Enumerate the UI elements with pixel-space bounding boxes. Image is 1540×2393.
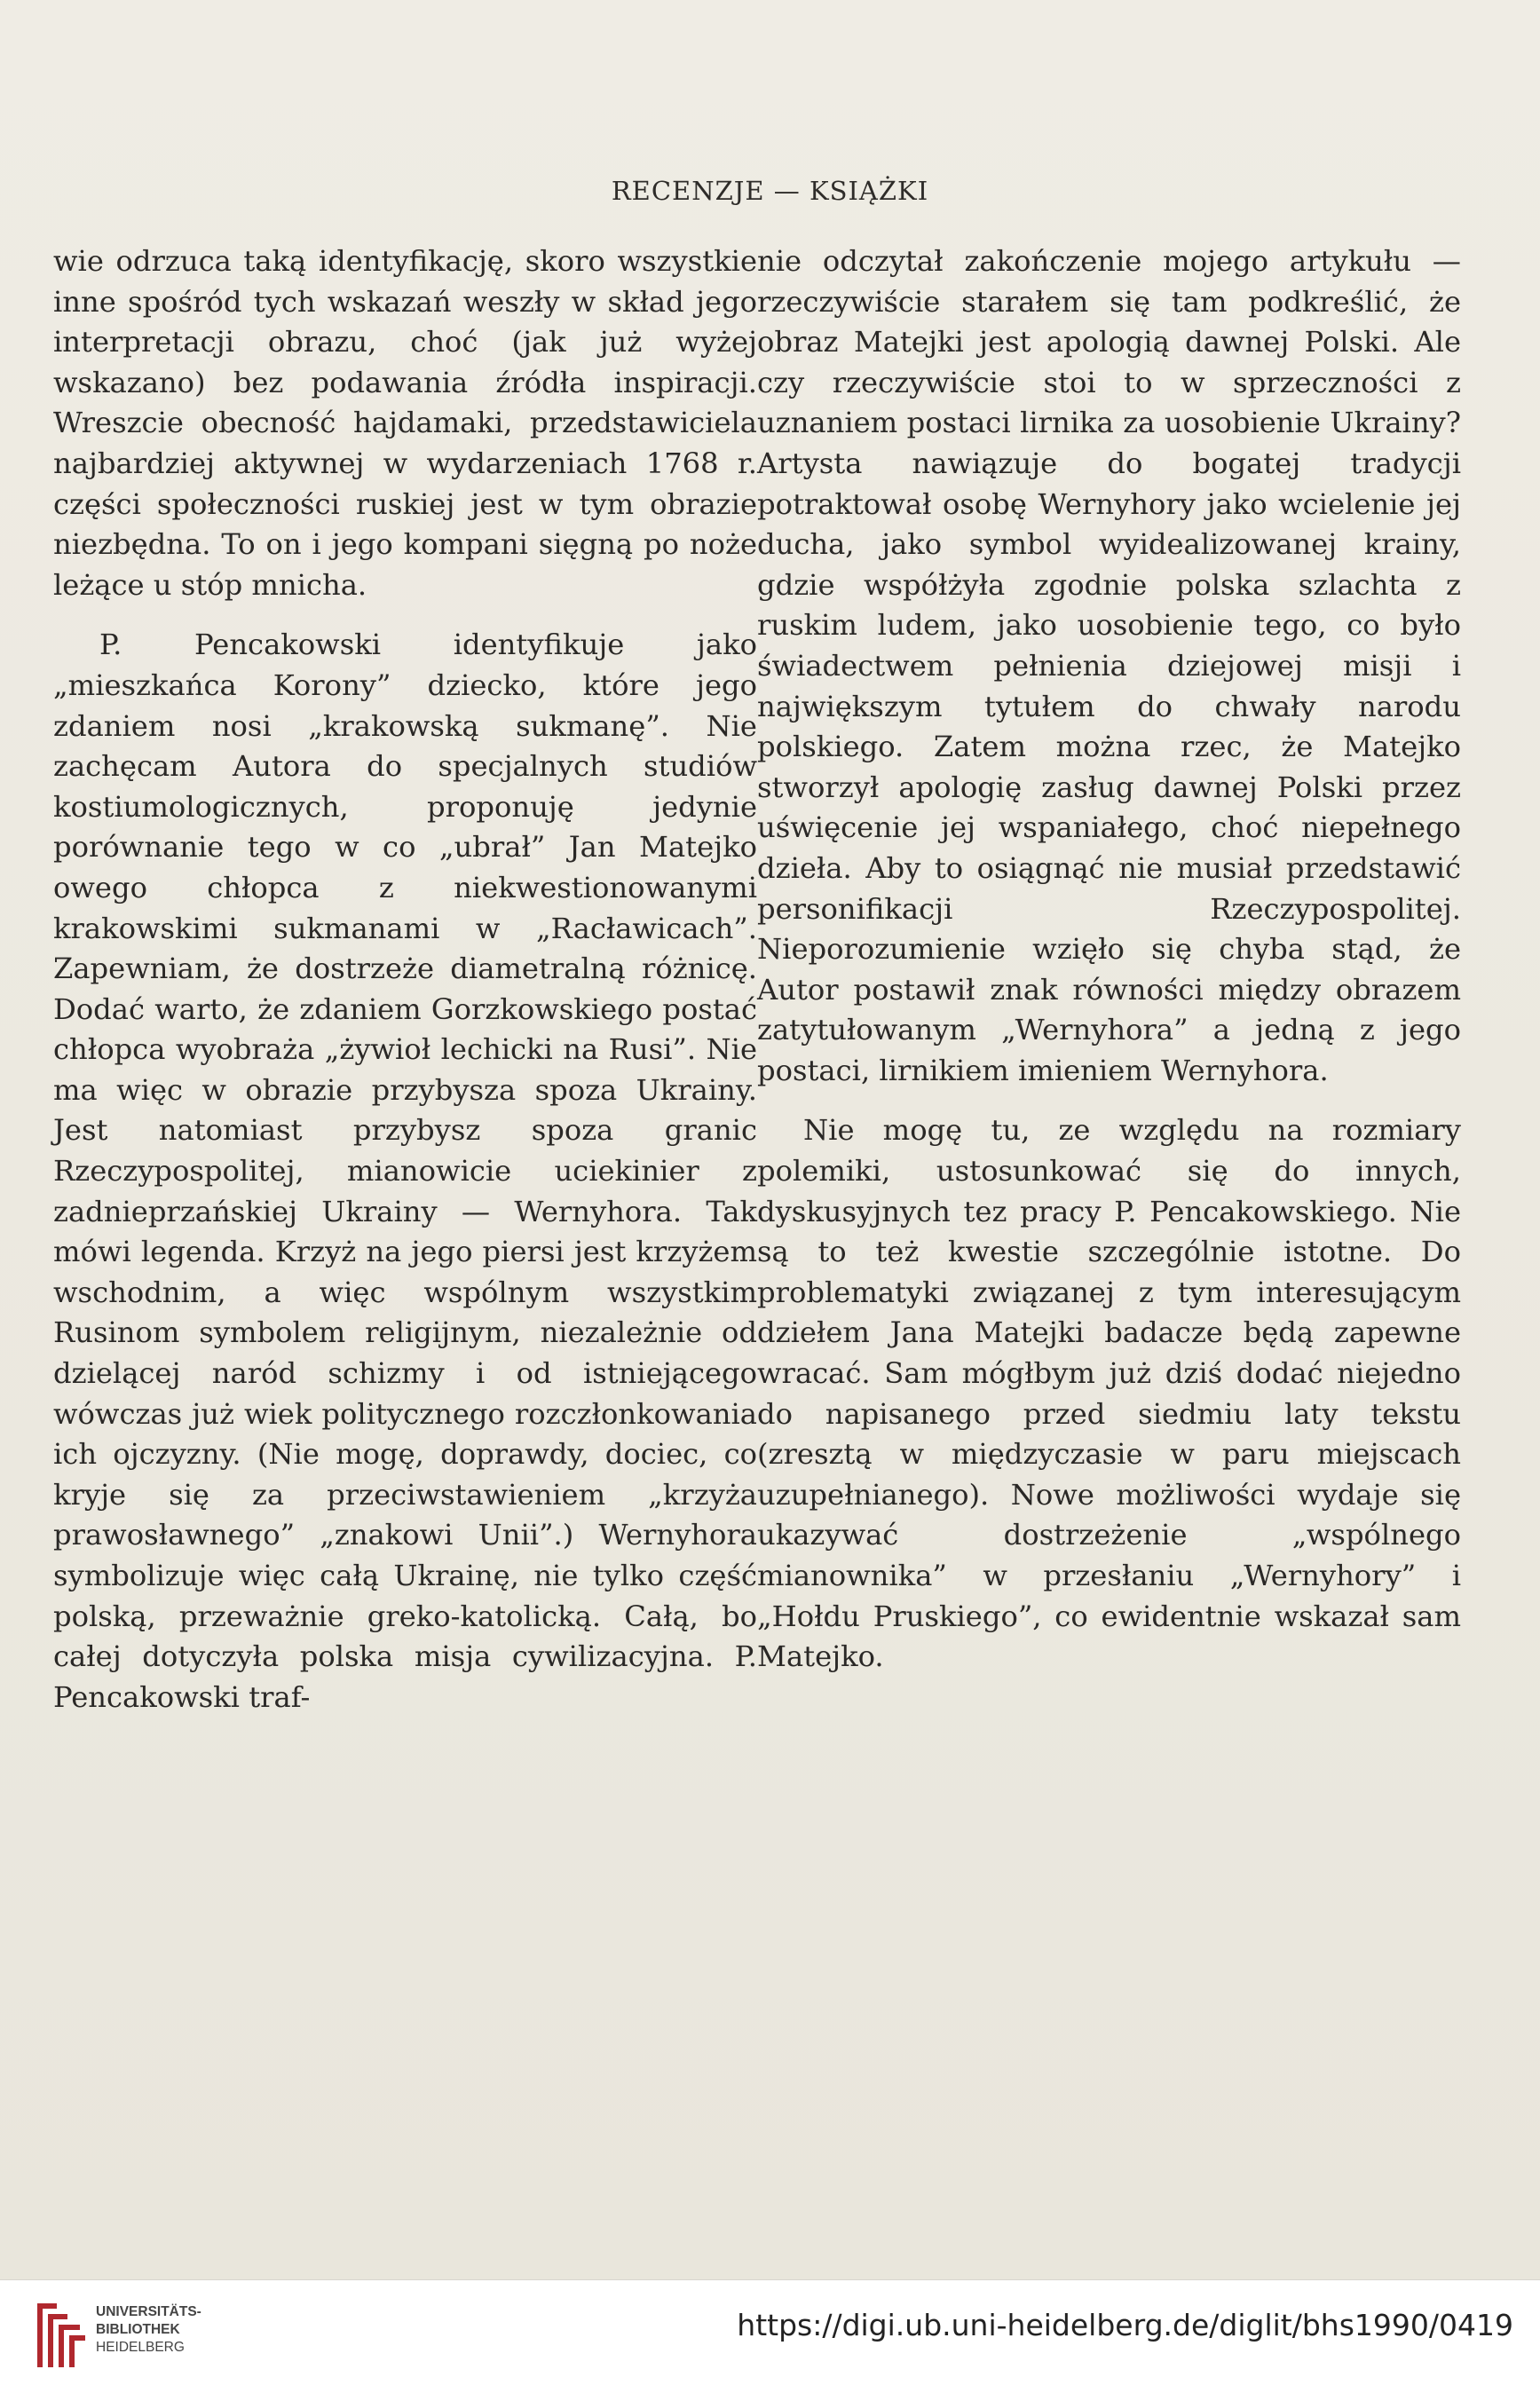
logo-line: UNIVERSITÄTS- xyxy=(96,2304,201,2319)
heidelberg-library-logo-icon[interactable] xyxy=(34,2296,89,2373)
library-logo-text[interactable] xyxy=(96,2303,201,2357)
paragraph: wie odrzuca taką identyfikację, skoro wszystkie inne spośród tych wskazań weszły w skład jego interpretacji obrazu, choć (jak już wyżej wskazano) bez podawania źródła inspiracji. Wreszcie obecność hajdamaki, przedstawiciela najbardziej aktywnej w wydarzeniach 1768 r. części społeczności ruskiej jest w tym obrazie niezbędna. To on i jego kompani sięgną po noże leżące u stóp mnicha. xyxy=(53,244,757,602)
source-url-link[interactable]: https://digi.ub.uni-heidelberg.de/diglit/bhs1990/0419 xyxy=(737,2308,1513,2342)
paragraph: Nie mogę tu, ze względu na rozmiary polemiki, ustosunkować się do innych, dyskusyjnych tez pracy P. Pencakowskiego. Nie są to też kwestie szczególnie istotne. Do problematyki związanej z tym interesującym dziełem Jana Matejki badacze będą zapewne wracać. Sam mógłbym już dziś dodać niejedno do napisanego przed siedmiu laty tekstu (zresztą w międzyczasie w paru miejscach uzupełnianego). Nowe możliwości wydaje się ukazywać dostrzeżenie „wspólnego mianownika” w przesłaniu „Wernyhory” i „Hołdu Pruskiego”, co ewidentnie wskazał sam Matejko. xyxy=(757,1113,1461,1674)
logo-line: HEIDELBERG xyxy=(96,2340,185,2355)
paragraph: nie odczytał zakończenie mojego artykułu — rzeczywiście starałem się tam podkreślić, że obraz Matejki jest apologią dawnej Polski. Ale czy rzeczywiście stoi to w sprzeczności z uznaniem postaci lirnika za uosobienie Ukrainy? Artysta nawiązuje do bogatej tradycji potraktował osobę Wernyhory jako wcielenie jej ducha, jako symbol wyidealizowanej krainy, gdzie współżyła zgodnie polska szlachta z ruskim ludem, jako uosobienie tego, co było świadectwem pełnienia dziejowej misji i największym tytułem do chwały narodu polskiego. Zatem można rzec, że Matejko stworzył apologię zasług dawnej Polski przez uświęcenie jej wspaniałego, choć niepełnego dzieła. Aby to osiągnąć nie musiał przedstawić personifikacji Rzeczypospolitej. Nieporozumienie wzięło się chyba stąd, że Autor postawił znak równości między obrazem zatytułowanym „Wernyhora” a jedną z jego postaci, lirnikiem imieniem Wernyhora. xyxy=(757,244,1461,1087)
running-title: RECENZJE — KSIĄŻKI xyxy=(611,176,929,206)
logo-line: BIBLIOTHEK xyxy=(96,2322,180,2337)
right-column xyxy=(757,241,1461,1678)
paragraph: P. Pencakowski identyfikuje jako „mieszkańca Korony” dziecko, które jego zdaniem nosi „krakowską sukmanę”. Nie zachęcam Autora do specjalnych studiów kostiumologicznych, proponuję jedynie porównanie tego w co „ubrał” Jan Matejko owego chłopca z niekwestionowanymi krakowskimi sukmanami w „Racławicach”. Zapewniam, że dostrzeże diametralną różnicę. Dodać warto, że zdaniem Gorzkowskiego postać chłopca wyobraża „żywioł lechicki na Rusi”. Nie ma więc w obrazie przybysza spoza Ukrainy. Jest natomiast przybysz spoza granic Rzeczypospolitej, mianowicie uciekinier z zadnieprzańskiej Ukrainy — Wernyhora. Tak mówi legenda. Krzyż na jego piersi jest krzyżem wschodnim, a więc wspólnym wszystkim Rusinom symbolem religijnym, niezależnie od dzielącej naród schizmy i od istniejącego wówczas już wiek politycznego rozczłonkowania ich ojczyzny. (Nie mogę, doprawdy, dociec, co kryje się za przeciwstawieniem „krzyża prawosławnego” „znakowi Unii”.) Wernyhora symbolizuje więc całą Ukrainę, nie tylko część polską, przeważnie greko-katolicką. Całą, bo całej dotyczyła polska misja cywilizacyjna. P. Pencakowski traf- xyxy=(53,628,757,1714)
left-column xyxy=(53,241,757,1718)
